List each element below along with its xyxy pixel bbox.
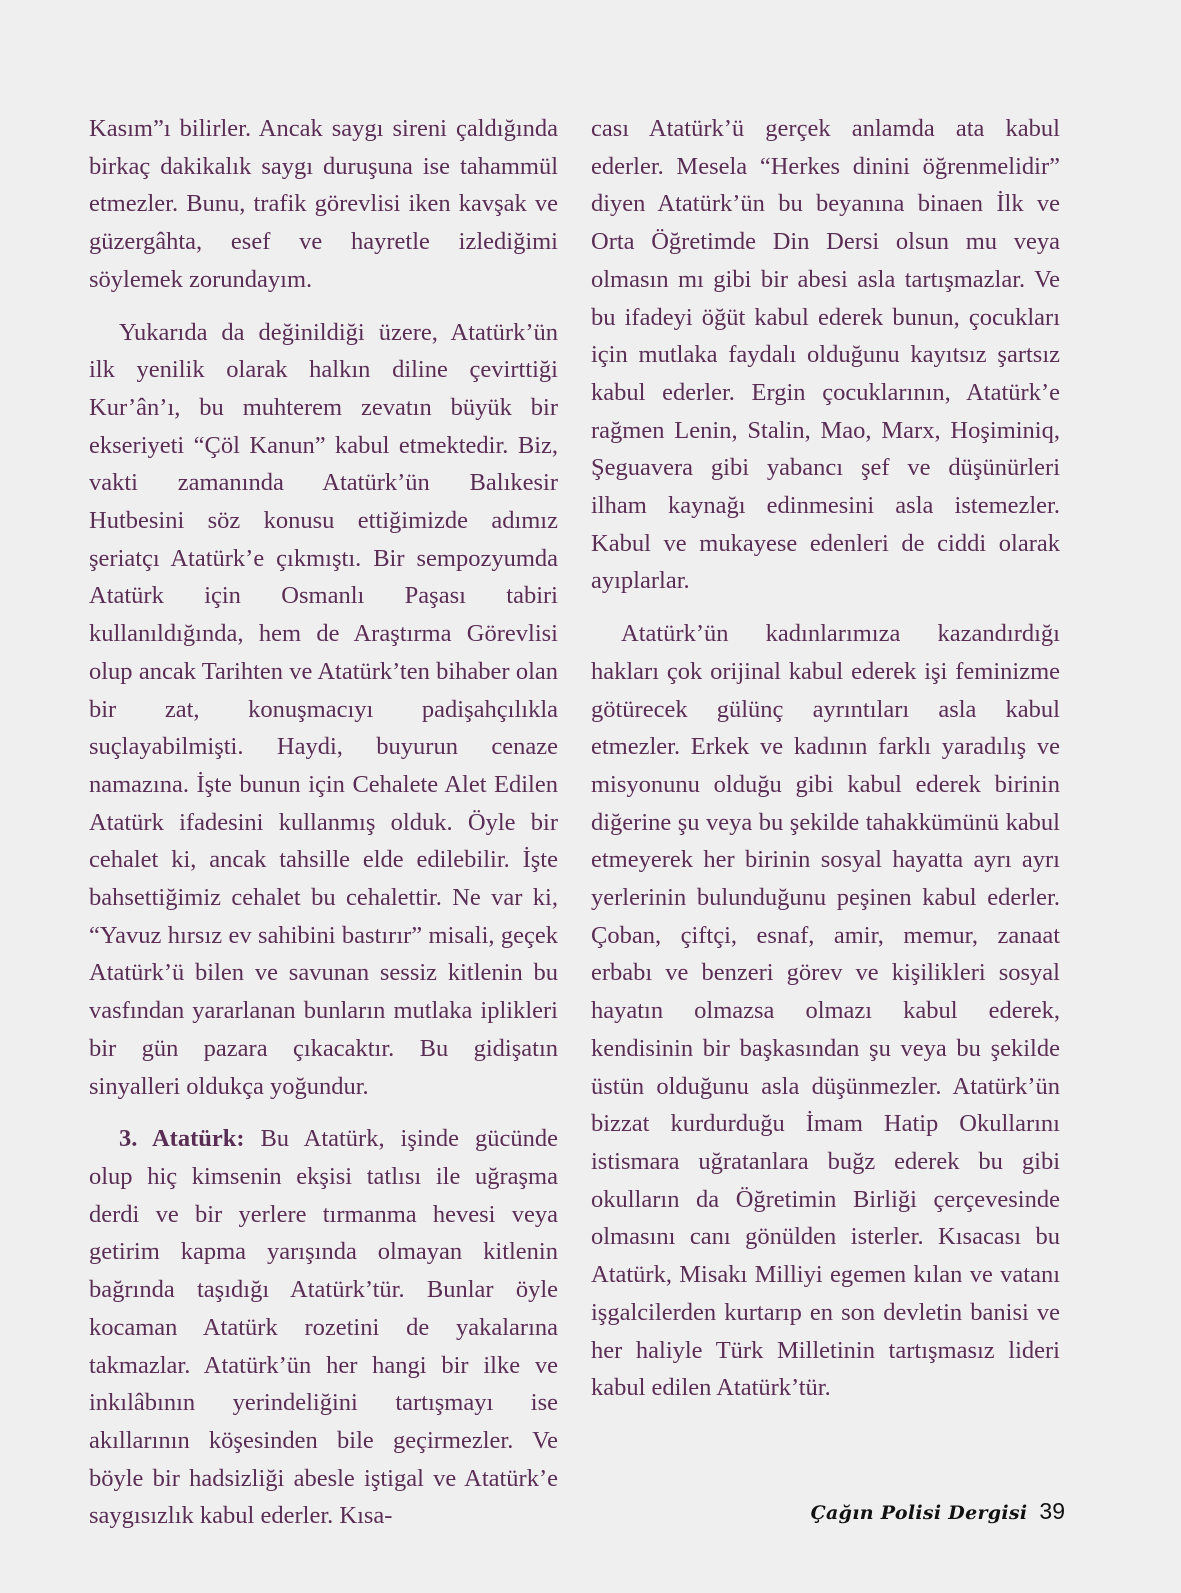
right-paragraph-1: cası Atatürk’ü gerçek anlamda ata kabul ederler. Mesela “Herkes dinini öğrenmelidir” diyen Atatürk’ün bu beyanına binaen İlk ve Orta Öğretimde Din Dersi olsun mu veya olmasın mı gibi bir abesi asla tartışmazlar. Ve bu ifadeyi öğüt kabul ederek bunun, çocukları için mutlaka faydalı olduğunu kayıtsız şartsız kabul ederler. Ergin çocuklarının, Atatürk’e rağmen Lenin, Stalin, Mao, Marx, Hoşiminiq, Şeguavera gibi yabancı şef ve düşünürleri ilham kaynağı edinmesini asla istemezler. Kabul ve mukayese edenleri de ciddi olarak ayıplarlar.: [591, 115, 1060, 595]
left-paragraph-1: Kasım”ı bilirler. Ancak saygı sireni çaldığında birkaç dakikalık saygı duruşuna ise tahammül etmezler. Bunu, trafik görevlisi iken kavşak ve güzergâhta, esef ve hayretle izlediğimi söylemek zorundayım.: [89, 115, 558, 293]
left-paragraph-3: [89, 1120, 558, 1535]
right-paragraph-2: Atatürk’ün kadınlarımıza kazandırdığı hakları çok orijinal kabul ederek işi feminizme götürecek gülünç ayrıntıları asla kabul etmezler. Erkek ve kadının farklı yaradılış ve misyonunu olduğu gibi kabul ederek birinin diğerine şu veya bu şekilde tahakkümünü kabul etmeyerek her birinin sosyal hayatta ayrı ayrı yerlerinin bulunduğunu peşinen kabul ederler. Çoban, çiftçi, esnaf, amir, memur, zanaat erbabı ve benzeri görev ve kişilikleri sosyal hayatın olmazsa olmazı kabul ederek, kendisinin bir başkasından şu veya bu şekilde üstün olduğunu asla düşünmezler. Atatürk’ün bizzat kurdurduğu İmam Hatip Okullarını istismara uğratanlara buğz ederek bu gibi okulların da Öğretimin Birliği çerçevesinde olmasını canı gönülden isterler. Kısacası bu Atatürk, Misakı Milliyi egemen kılan ve vatanı işgalcilerden kurtarıp en son devletin banisi ve her haliyle Türk Milletinin tartışmasız lideri kabul edilen Atatürk’tür.: [591, 620, 1060, 1402]
page-footer: [811, 1498, 1065, 1525]
section-heading-3-ataturk: 3. Atatürk:: [119, 1125, 245, 1153]
left-paragraph-2: Yukarıda da değinildiği üzere, Atatürk’ün ilk yenilik olarak halkın diline çevirttiği Kur’ân’ı, bu muhterem zevatın büyük bir ekseriyeti “Çöl Kanun” kabul etmektedir. Biz, vakti zamanında Atatürk’ün Balıkesir Hutbesini söz konusu ettiğimizde adımız şeriatçı Atatürk’e çıkmıştı. Bir sempozyumda Atatürk için Osmanlı Paşası tabiri kullanıldığında, hem de Araştırma Görevlisi olup ancak Tarihten ve Atatürk’ten bihaber olan bir zat, konuşmacıyı padişahçılıkla suçlayabilmişti. Haydi, buyurun cenaze namazına. İşte bunun için Cehalete Alet Edilen Atatürk ifadesini kullanmış olduk. Öyle bir cehalet ki, ancak tahsille elde edilebilir. İşte bahsettiğimiz cehalet bu cehalettir. Ne var ki, “Yavuz hırsız ev sahibini bastırır” misali, geçek Atatürk’ü bilen ve savunan sessiz kitlenin bu vasfından yararlanan bunların mutlaka iplikleri bir gün pazara çıkacaktır. Bu gidişatın sinyalleri oldukça yoğundur.: [89, 318, 558, 1100]
journal-title: Çağın Polisi Dergisi: [810, 1502, 1028, 1524]
right-column: [591, 110, 1060, 1407]
left-column: [89, 110, 558, 1535]
page-number: 39: [1039, 1498, 1065, 1524]
left-paragraph-3-body: Bu Atatürk, işinde gücünde olup hiç kimsenin ekşisi tatlısı ile uğraşma derdi ve bir yerlere tırmanma hevesi veya getirim kapma yarışında olmayan kitlenin bağrında taşıdığı Atatürk’tür. Bunlar öyle kocaman Atatürk rozetini de yakalarına takmazlar. Atatürk’ün her hangi bir ilke ve inkılâbının yerindeliğini tartışmayı ise akıllarının köşesinden bile geçirmezler. Ve böyle bir hadsizliği abesle iştigal ve Atatürk’e saygısızlık kabul ederler. Kısa-: [89, 1125, 558, 1530]
